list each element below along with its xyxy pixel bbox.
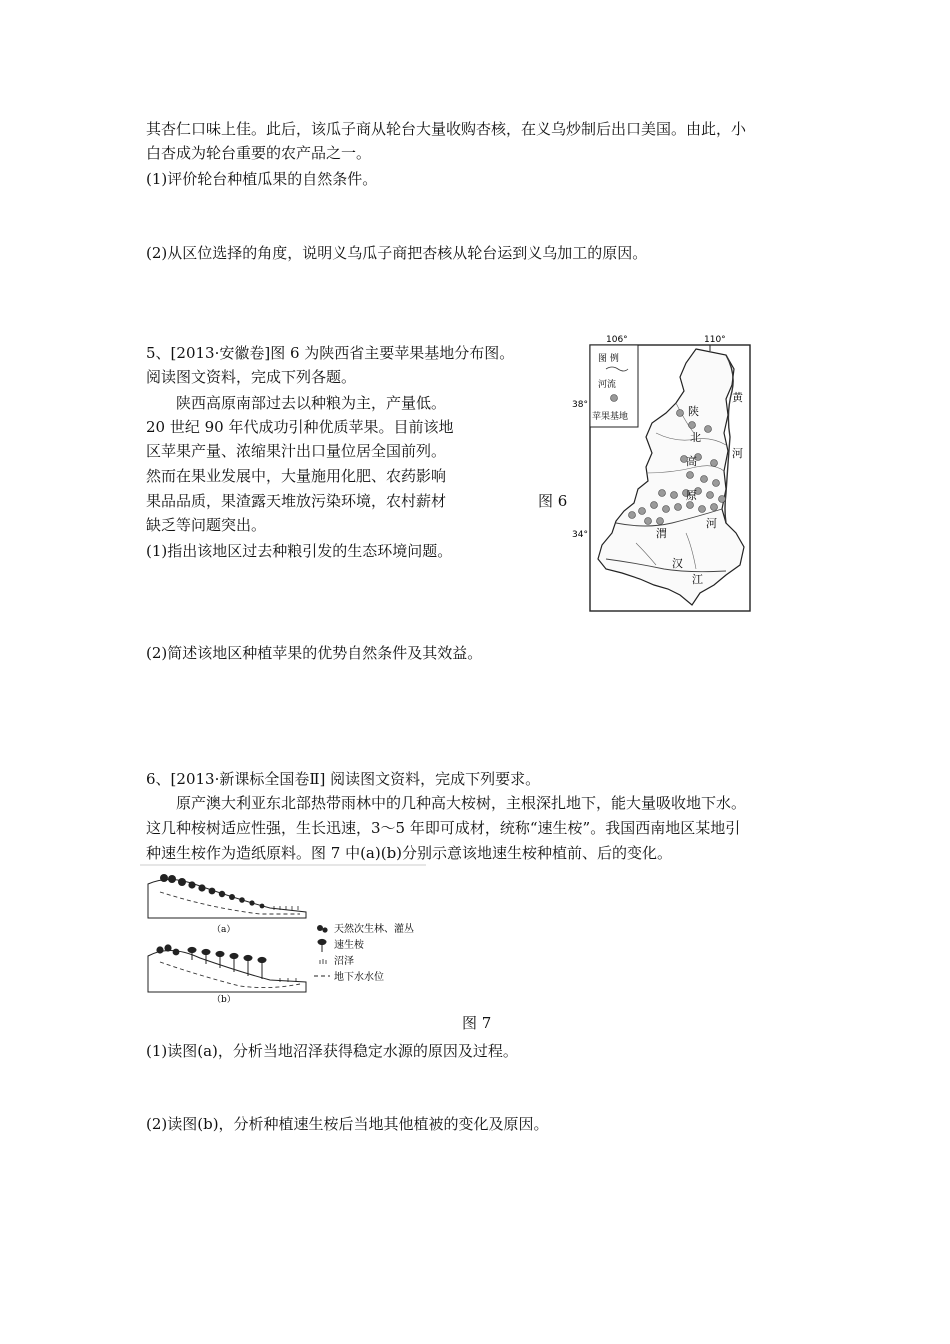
map-label-gao: 高 [686,455,697,468]
legend-water-label: 地下水水位 [334,972,384,983]
paragraph-line: 缺乏等问题突出。 [146,516,267,534]
legend-eucalyptus-label: 速生桉 [334,940,364,951]
panel-a [148,874,306,918]
paragraph-line: 区苹果产量、浓缩果汁出口量位居全国前列。 [146,442,447,460]
legend-title: 图 例 [598,354,619,364]
paragraph-line: 种速生桉作为造纸原料。图 7 中(a)(b)分别示意该地速生桉种植前、后的变化。 [146,844,673,862]
question-4-1: (1)评价轮台种植瓜果的自然条件。 [146,170,378,188]
longitude-110-label: 110° [704,335,726,345]
legend-swamp-label: 沼泽 [334,956,354,967]
legend-forest-label: 天然次生林、灌丛 [334,924,414,935]
paragraph-line: 然而在果业发展中，大量施用化肥、农药影响 [146,467,447,485]
paragraph-line: 20 世纪 90 年代成功引种优质苹果。目前该地 [146,418,454,436]
paragraph-line: 其杏仁口味上佳。此后，该瓜子商从轮台大量收购杏核，在义乌炒制后出口美国。由此，小 [146,120,747,138]
legend-river-label: 河流 [598,380,617,390]
longitude-106-label: 106° [606,335,628,345]
question-5-1: (1)指出该地区过去种粮引发的生态环境问题。 [146,542,453,560]
question-6-1: (1)读图(a)，分析当地沼泽获得稳定水源的原因及过程。 [146,1042,518,1060]
eucalyptus-diagram [140,864,430,1004]
paragraph-line: 果品品质，果渣露天堆放污染环境，农村薪材 [146,492,447,510]
figure-7-caption: 图 7 [462,1014,492,1032]
eucalyptus-legend-icon [318,939,326,952]
map-label-jiang: 江 [692,573,703,586]
shaanxi-apple-map [572,333,756,615]
map-label-han: 汉 [672,557,683,570]
paragraph-line: 原产澳大利亚东北部热带雨林中的几种高大桉树，主根深扎地下，能大量吸收地下水。 [146,794,747,812]
panel-b [148,944,306,992]
paragraph-line: 这几种桉树适应性强，生长迅速，3～5 年即可成材，统称“速生桉”。我国西南地区某地引 [146,819,741,837]
paragraph-line: 阅读图文资料，完成下列各题。 [146,368,357,386]
question-6-heading: 6、[2013·新课标全国卷Ⅱ] 阅读图文资料，完成下列要求。 [146,770,541,788]
map-label-shan: 陕 [688,405,699,418]
latitude-38-label: 38° [572,400,588,410]
map-label-bei: 北 [690,431,701,444]
question-5-heading: 5、[2013·安徽卷]图 6 为陕西省主要苹果基地分布图。 [146,344,515,362]
question-6-2: (2)读图(b)，分析种植速生桉后当地其他植被的变化及原因。 [146,1115,549,1133]
latitude-34-label: 34° [572,530,588,540]
figure-6-caption: 图 6 [538,492,568,510]
map-label-wei: 渭 [656,527,667,540]
map-label-yuan: 原 [686,489,697,502]
panel-b-label: （b） [212,995,236,1005]
panel-a-label: （a） [212,925,236,935]
paragraph-line: 白杏成为轮台重要的农产品之一。 [146,144,372,162]
question-4-2: (2)从区位选择的角度，说明义乌瓜子商把杏核从轮台运到义乌加工的原因。 [146,244,648,262]
swamp-legend-icon [320,959,326,964]
map-label-huang: 黄 [732,391,743,404]
map-label-he: 河 [706,517,717,530]
paragraph-line: 陕西高原南部过去以种粮为主，产量低。 [146,394,447,412]
legend-apple-label: 苹果基地 [592,412,629,422]
map-label-he: 河 [732,447,743,460]
apple-base-legend-icon [611,395,618,402]
question-5-2: (2)简述该地区种植苹果的优势自然条件及其效益。 [146,644,483,662]
